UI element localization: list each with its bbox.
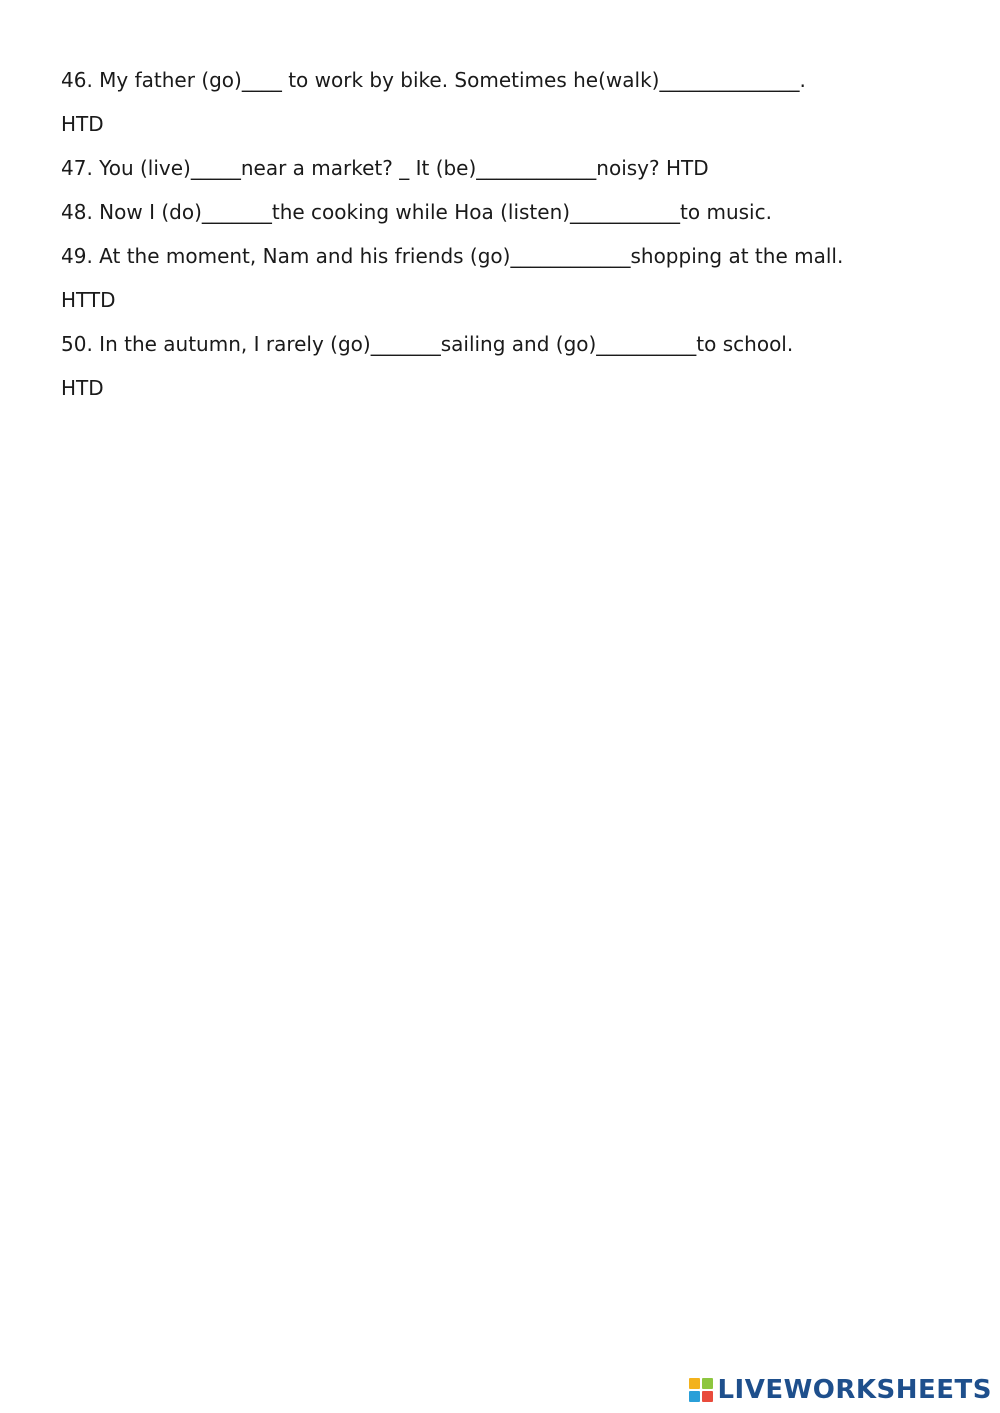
question-50-tag: HTD [61, 376, 104, 400]
logo-mark-icon [689, 1378, 713, 1402]
logo-text: LIVEWORKSHEETS [717, 1375, 992, 1405]
logo-cell-4 [702, 1391, 713, 1402]
logo-cell-3 [689, 1391, 700, 1402]
question-47: 47. You (live)_____near a market? _ It (be)____________noisy? HTD [61, 156, 709, 180]
liveworksheets-logo [689, 1373, 992, 1407]
question-50: 50. In the autumn, I rarely (go)_______sailing and (go)__________to school. [61, 332, 794, 356]
question-49: 49. At the moment, Nam and his friends (go)____________shopping at the mall. [61, 244, 844, 268]
question-46: 46. My father (go)____ to work by bike. Sometimes he(walk)______________. [61, 68, 806, 92]
question-49-tag: HTTD [61, 288, 116, 312]
question-48: 48. Now I (do)_______the cooking while Hoa (listen)___________to music. [61, 200, 772, 224]
question-46-tag: HTD [61, 112, 104, 136]
logo-cell-2 [702, 1378, 713, 1389]
logo-cell-1 [689, 1378, 700, 1389]
worksheet-content [61, 58, 961, 410]
